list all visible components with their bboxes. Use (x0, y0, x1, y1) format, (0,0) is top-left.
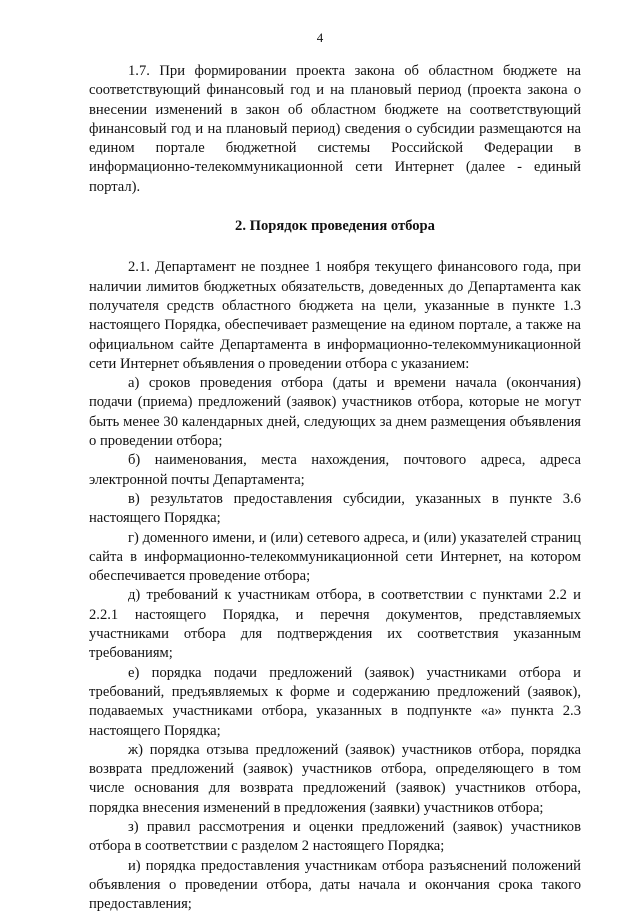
paragraph-item-zh: ж) порядка отзыва предложений (заявок) участников отбора, порядка возврата предложений (заявок) участников отбора, определяющего в том числе основания для возврата предложений (заявок) участников отбора, порядка внесения изменений в предложения (заявки) участников отбора; (89, 741, 581, 816)
paragraph-item-e: е) порядка подачи предложений (заявок) участниками отбора и требований, предъявляемых к форме и содержанию предложений (заявок), подаваемых участниками отбора, указанных в подпункте «а» пункта 2.3 настоящего Порядка; (89, 664, 581, 739)
paragraph-item-b: б) наименования, места нахождения, почтового адреса, адреса электронной почты Департамента; (89, 452, 581, 488)
paragraph-2-1: 2.1. Департамент не позднее 1 ноября текущего финансового года, при наличии лимитов бюджетных обязательств, доведенных до Департамента как получателя средств областного бюджета на цели, указанные в пункте 1.3 настоящего Порядка, обеспечивает размещение на едином портале, а также на официальном сайте Департамента в информационно-телекоммуникационной сети Интернет объявления о проведении отбора с указанием: (89, 259, 581, 372)
paragraph-item-z: з) правил рассмотрения и оценки предложений (заявок) участников отбора в соответствии с разделом 2 настоящего Порядка; (89, 818, 581, 855)
section-heading: 2. Порядок проведения отбора (235, 218, 435, 235)
paragraph-item-a: а) сроков проведения отбора (даты и времени начала (окончания) подачи (приема) предложений (заявок) участников отбора, которые не могут быть менее 30 календарных дней, следующих за днем размещения объявления о проведении отбора; (89, 375, 581, 450)
document-body (89, 62, 581, 914)
paragraph-item-i: и) порядка предоставления участникам отбора разъяснений положений объявления о проведении отбора, даты начала и окончания срока такого предоставления; (89, 857, 581, 913)
paragraph-item-g: г) доменного имени, и (или) сетевого адреса, и (или) указателей страниц сайта в информационно-телекоммуникационной сети Интернет, на котором обеспечивается проведение отбора; (89, 529, 581, 585)
paragraph-item-v: в) результатов предоставления субсидии, указанных в пункте 3.6 настоящего Порядка; (89, 490, 581, 527)
page-number: 4 (316, 30, 324, 45)
paragraph-1-7: 1.7. При формировании проекта закона об областном бюджете на соответствующий финансовый год и на плановый период (проекта закона о внесении изменений в закон об областном бюджете на соответствующий финансовый год и на плановый период) сведения о субсидии размещаются на едином портале бюджетной системы Российской Федерации в информационно-телекоммуникационной сети Интернет (далее - единый портал). (89, 63, 581, 195)
paragraph-item-d: д) требований к участникам отбора, в соответствии с пунктами 2.2 и 2.2.1 настоящего Порядка, и перечня документов, представляемых участниками отбора для подтверждения их соответствия указанным требованиям; (89, 587, 581, 662)
